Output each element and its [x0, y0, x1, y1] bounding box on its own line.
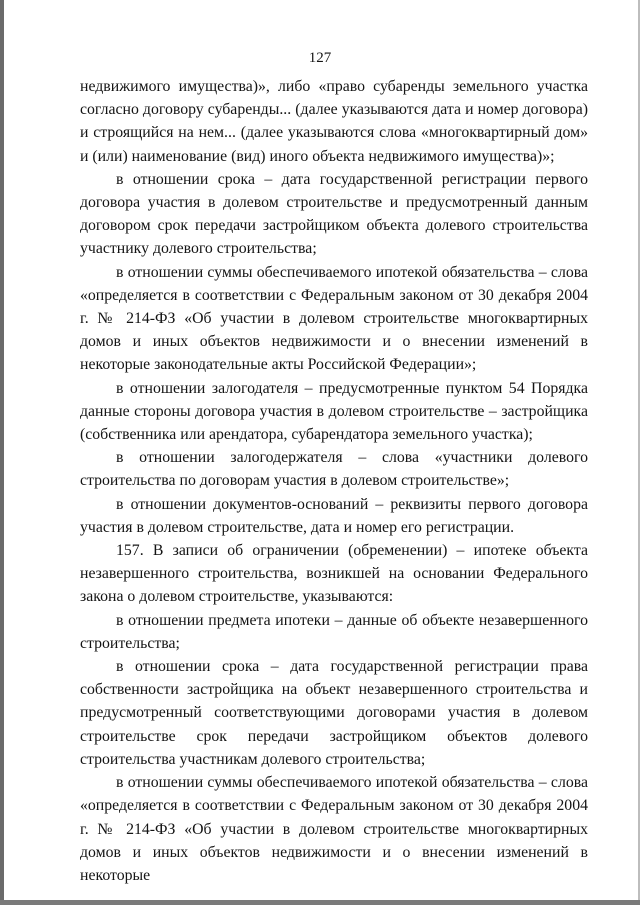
paragraph-term-unfinished: в отношении срока – дата государственной регистрации права собственности застройщика на объект незавершенного строительства и предусмотренный соответствующими договорами участия в долевом строительстве срок передачи застройщиком объектов долевого строительства участникам долевого строительства;: [80, 658, 588, 768]
scan-left-border: [0, 0, 4, 905]
paragraph-secured-amount: в отношении суммы обеспечиваемого ипотекой обязательства – слова «определяется в соответствии с Федеральным законом от 30 декабря 2004 г. № 214-ФЗ «Об участии в долевом строительстве многоквартирных домов и иных объектов недвижимости и о внесении изменений в некоторые законодательные акты Российской Федерации»;: [80, 263, 588, 374]
paragraph-clause-157: 157. В записи об ограничении (обременении) – ипотеке объекта незавершенного строительства, возникшей на основании Федерального закона о долевом строительстве, указываются:: [80, 542, 588, 606]
scan-bottom-border: [0, 900, 640, 905]
page-number: 127: [308, 50, 332, 66]
paragraph-pledgee: в отношении залогодержателя – слова «участники долевого строительства по договорам участия в долевом строительстве»;: [80, 449, 588, 490]
document-body: [80, 75, 588, 887]
paragraph-secured-amount-2: в отношении суммы обеспечиваемого ипотекой обязательства – слова «определяется в соответствии с Федеральным законом от 30 декабря 2004 г. № 214-ФЗ «Об участии в долевом строительстве многоквартирных домов и иных объектов недвижимости и о внесении изменений в некоторые: [80, 774, 588, 884]
paragraph-mortgage-subject: в отношении предмета ипотеки – данные об объекте незавершенного строительства;: [80, 611, 588, 652]
paragraph-base-documents: в отношении документов-оснований – реквизиты первого договора участия в долевом строительстве, дата и номер его регистрации.: [80, 495, 588, 536]
paragraph-term: в отношении срока – дата государственной регистрации первого договора участия в долевом строительстве и предусмотренный данным договором срок передачи застройщиком объекта долевого строительства участнику долевого строительства;: [80, 170, 588, 258]
paragraph-pledger: в отношении залогодателя – предусмотренные пунктом 54 Порядка данные стороны договора участия в долевом строительстве – застройщика (собственника или арендатора, субарендатора земельного участка);: [80, 379, 588, 444]
paragraph-continuation: недвижимого имущества)», либо «право субаренды земельного участка согласно договору субаренды... (далее указываются дата и номер договора) и строящийся на нем... (далее указываются слова «многоквартирный дом» и (или) наименование (вид) иного объекта недвижимого имущества)»;: [80, 78, 588, 165]
